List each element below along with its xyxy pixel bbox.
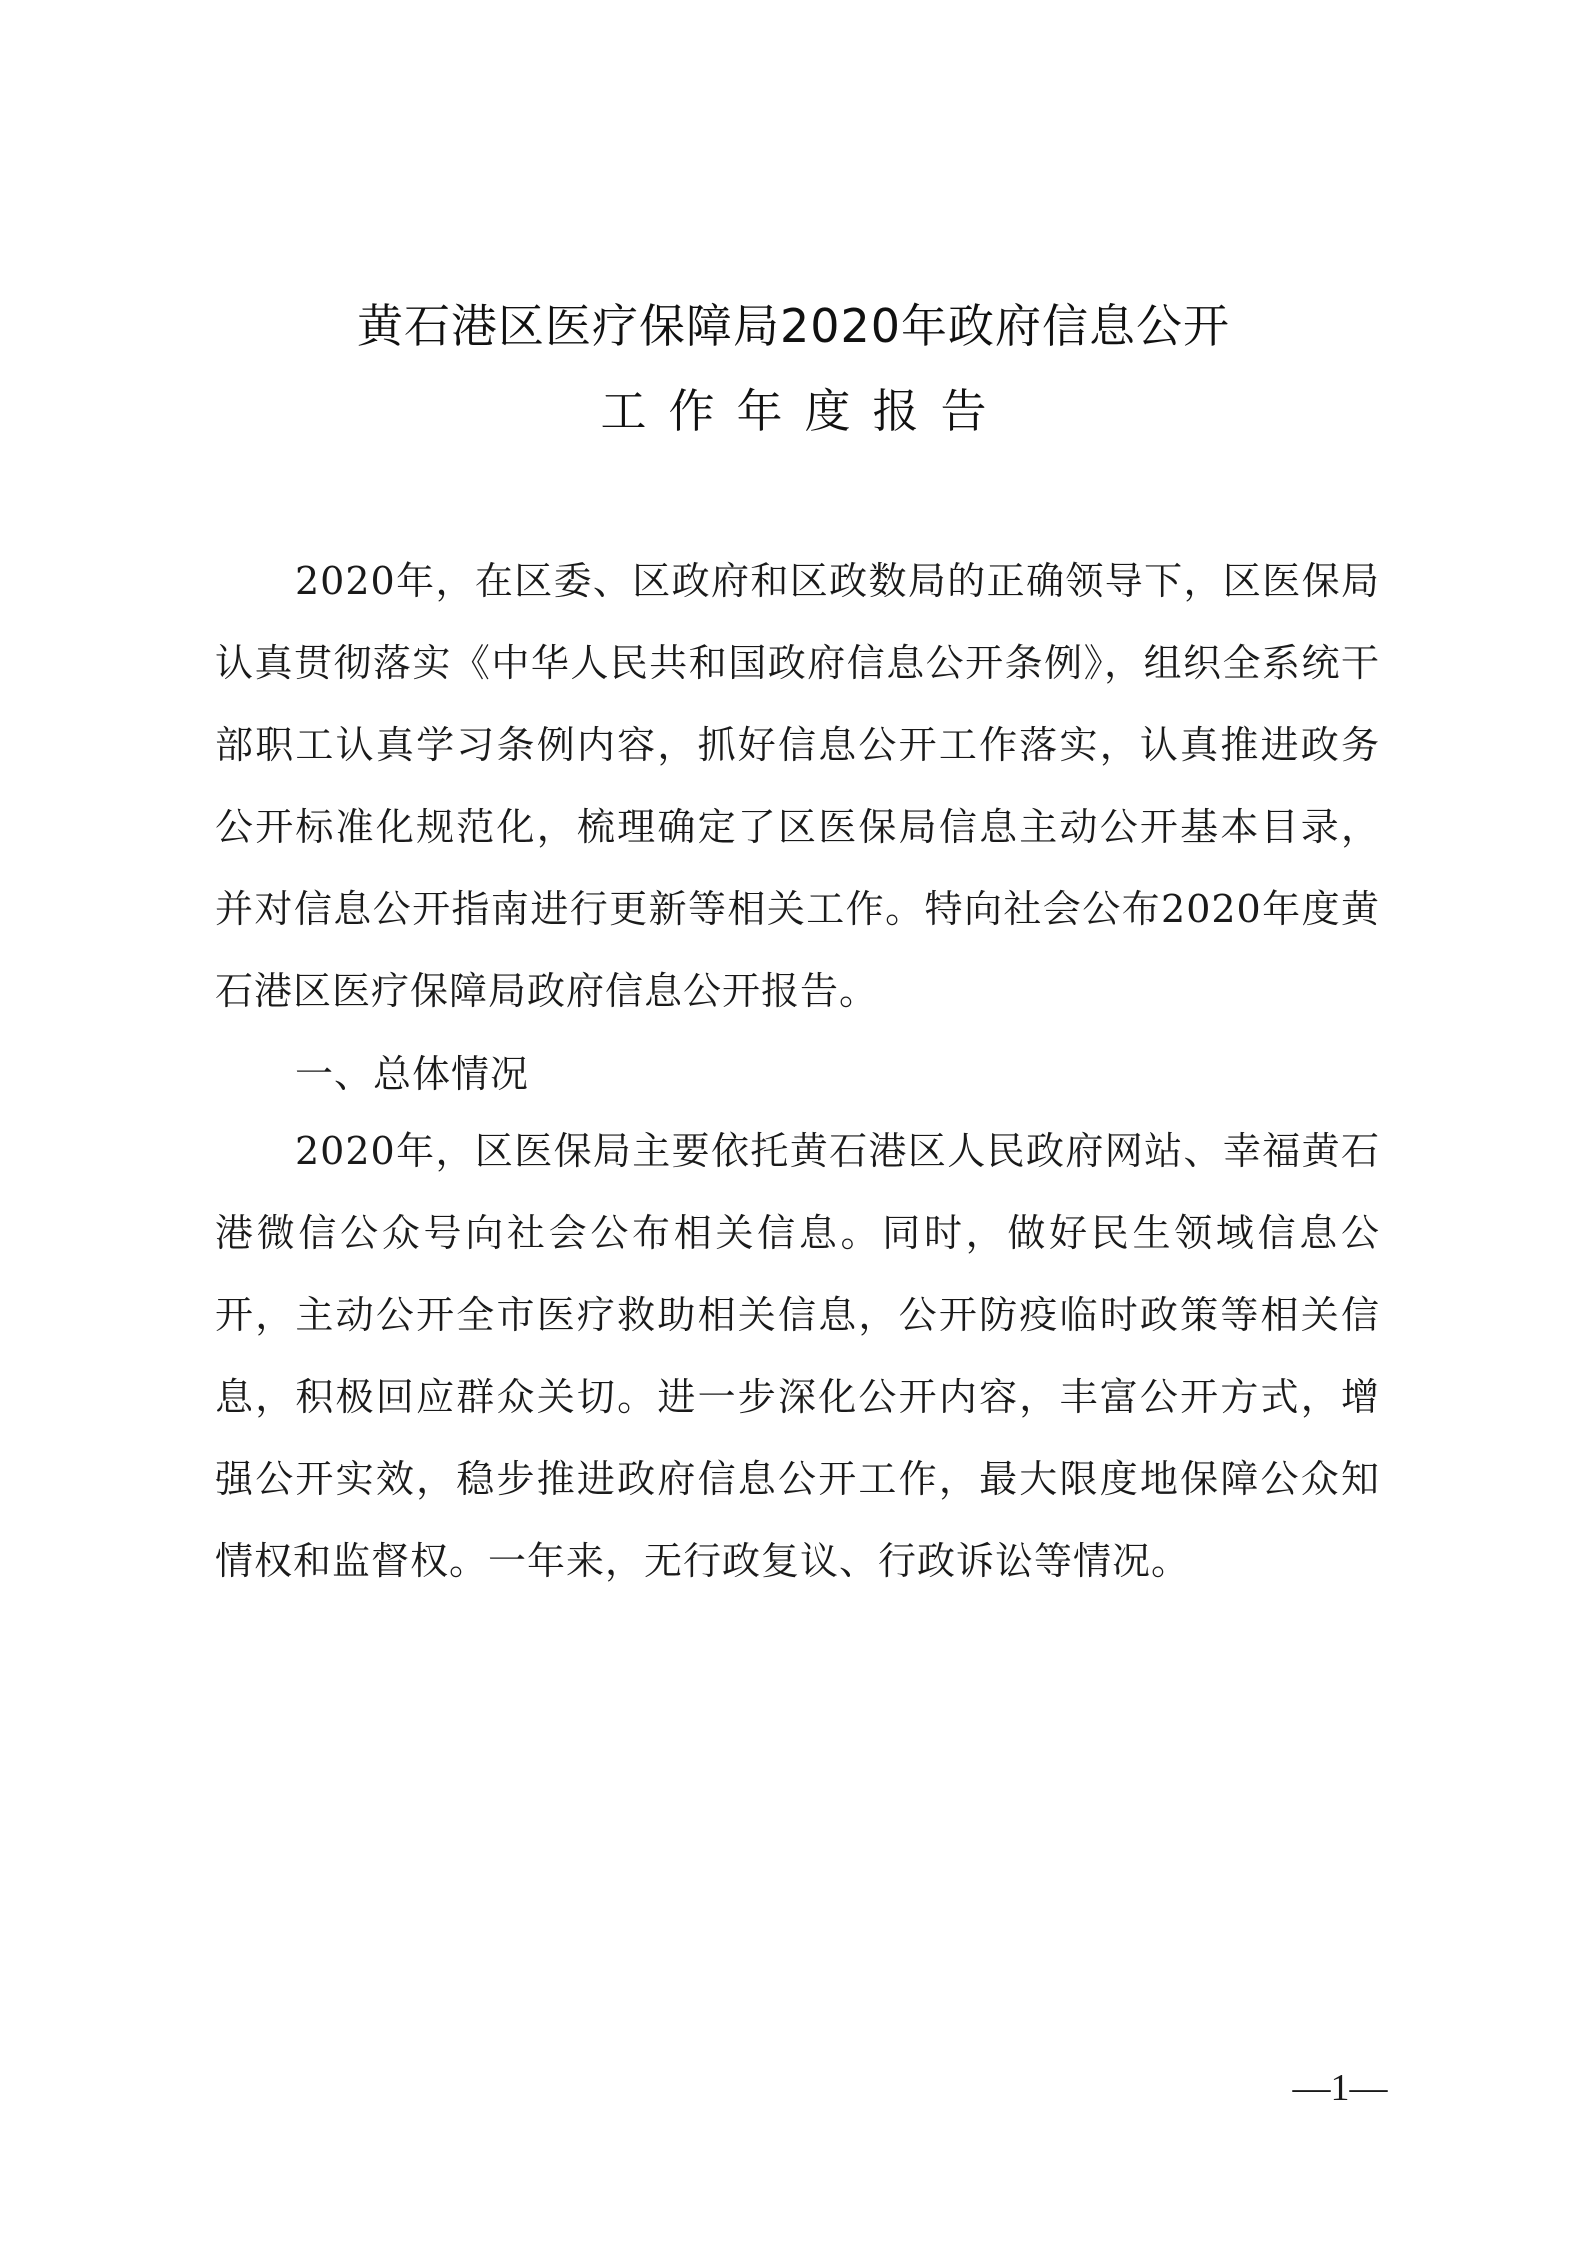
page-number: —1— (1292, 2067, 1388, 2109)
section-heading-overall: 一、总体情况 (295, 1052, 530, 1096)
document-title-line1: 黄石港区医疗保障局2020年政府信息公开 (356, 299, 1231, 353)
intro-paragraph: 2020年，在区委、区政府和区政数局的正确领导下，区医保局认真贯彻落实《中华人民共和国政府信息公开条例》，组织全系统干部职工认真学习条例内容，抓好信息公开工作落实，认真推进政务公开标准化规范化，梳理确定了区医保局信息主动公开基本目录，并对信息公开指南进行更新等相关工作。特向社会公布2020年度黄石港区医疗保障局政府信息公开报告。 (215, 559, 1380, 1013)
document-title-line2: 工作年度报告 (600, 384, 1009, 438)
section1-paragraph: 2020年，区医保局主要依托黄石港区人民政府网站、幸福黄石港微信公众号向社会公布相关信息。同时，做好民生领域信息公开，主动公开全市医疗救助相关信息，公开防疫临时政策等相关信息，积极回应群众关切。进一步深化公开内容，丰富公开方式，增强公开实效，稳步推进政府信息公开工作，最大限度地保障公众知情权和监督权。一年来，无行政复议、行政诉讼等情况。 (215, 1129, 1380, 1583)
